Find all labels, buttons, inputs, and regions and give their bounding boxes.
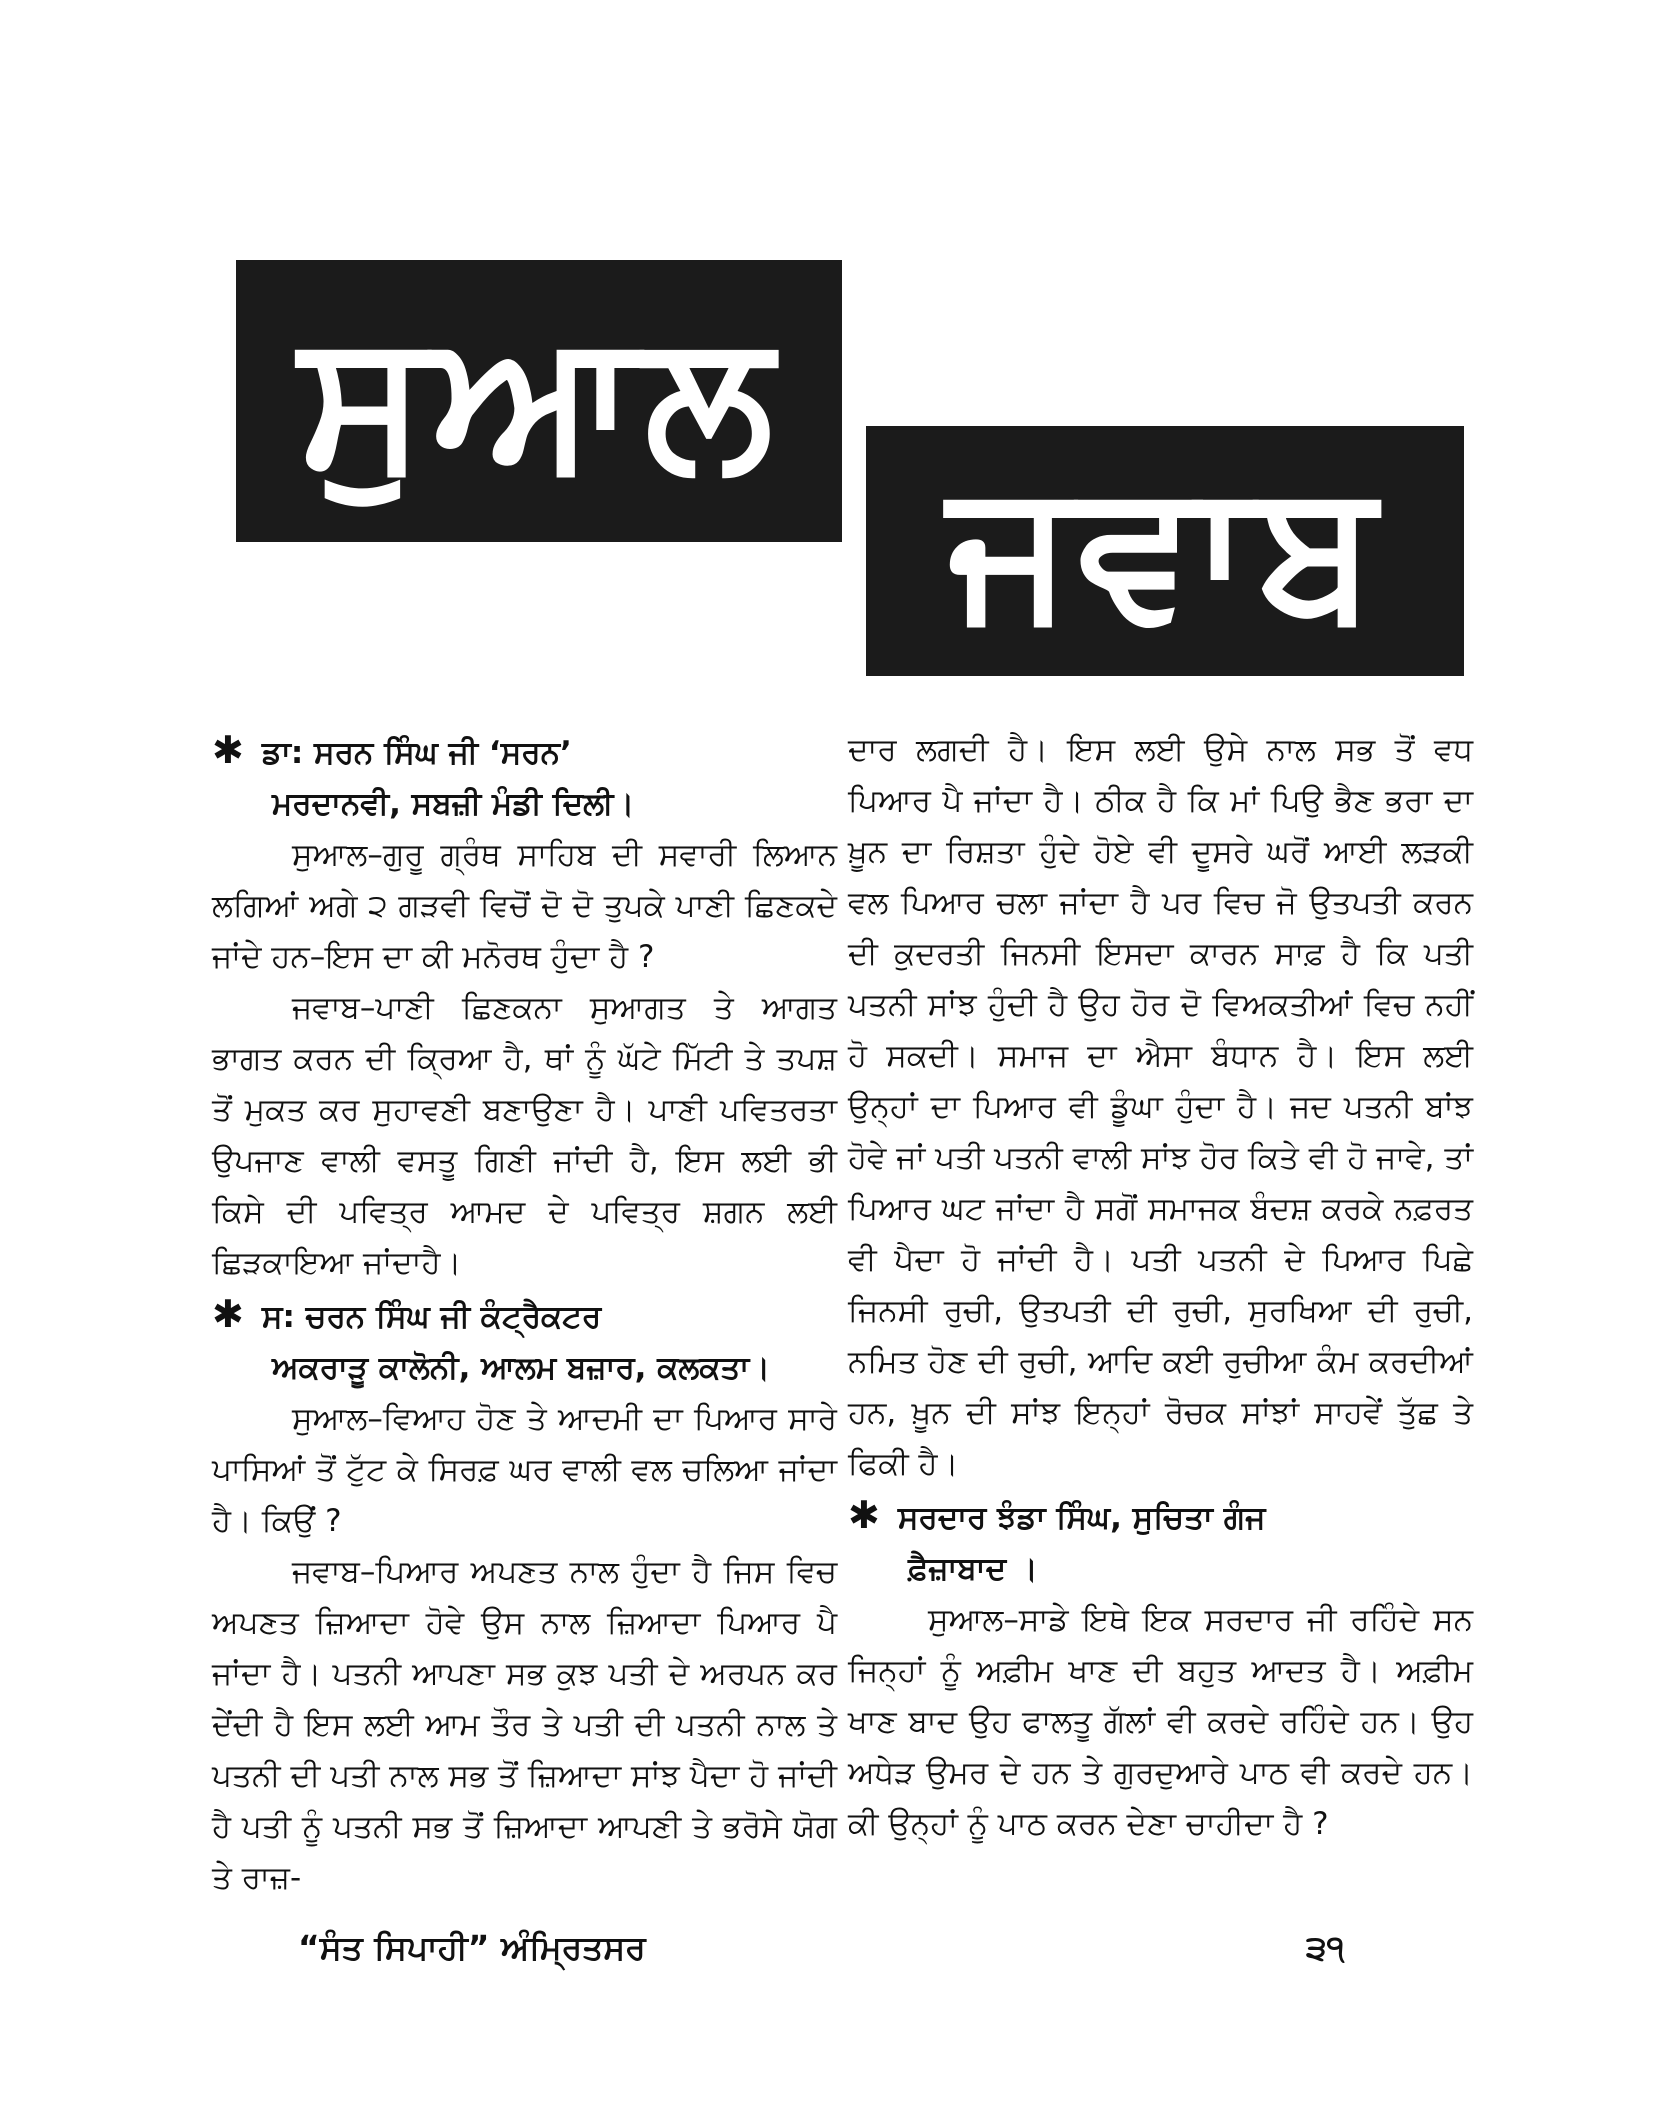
paragraph: ਸੁਆਲ–ਵਿਆਹ ਹੋਣ ਤੇ ਆਦਮੀ ਦਾ ਪਿਆਰ ਸਾਰੇ ਪਾਸਿਆਂ ਤੋਂ ਟੁੱਟ ਕੇ ਸਿਰਫ਼ ਘਰ ਵਾਲੀ ਵਲ ਚਲਿਆ ਜਾਂਦਾ ਹੈ। ਕਿਉਂ ? bbox=[212, 1401, 837, 1539]
sender-name bbox=[212, 725, 837, 779]
left-column bbox=[212, 725, 837, 1904]
sender-text: ਸਰਦਾਰ ਝੰਡਾ ਸਿੰਘ, ਸੁਚਿਤਾ ਗੰਜ bbox=[897, 1500, 1266, 1536]
asterisk-icon: ✱ bbox=[848, 1493, 880, 1537]
page-number: ੩੧ bbox=[1306, 1928, 1345, 1967]
sender-address: ਅਕਰਾੜੂ ਕਾਲੋਨੀ, ਆਲਮ ਬਜ਼ਾਰ, ਕਲਕਤਾ। bbox=[272, 1350, 771, 1386]
paragraph: ਸੁਆਲ–ਗੁਰੂ ਗ੍ਰੰਥ ਸਾਹਿਬ ਦੀ ਸਵਾਰੀ ਲਿਆਨ ਲਗਿਆਂ ਅਗੇ ੨ ਗੜਵੀ ਵਿਚੋਂ ਦੋ ਦੋ ਤੁਪਕੇ ਪਾਣੀ ਛਿਣਕਦੇ ਜਾਂਦੇ ਹਨ–ਇਸ ਦਾ ਕੀ ਮਨੋਰਥ ਹੁੰਦਾ ਹੈ ? bbox=[212, 837, 837, 975]
sender-text: ਡਾ: ਸਰਨ ਸਿੰਘ ਜੀ ‘ਸਰਨ’ bbox=[261, 735, 572, 771]
sender-address: ਫ਼ੈਜ਼ਾਬਾਦ । bbox=[908, 1551, 1038, 1587]
title-word-question: ਸੁਆਲ bbox=[236, 260, 842, 542]
title-word-answer: ਜਵਾਬ bbox=[866, 426, 1464, 676]
paragraph: ਜਵਾਬ–ਪਿਆਰ ਅਪਣਤ ਨਾਲ ਹੁੰਦਾ ਹੈ ਜਿਸ ਵਿਚ ਅਪਣਤ ਜ਼ਿਆਦਾ ਹੋਵੇ ਉਸ ਨਾਲ ਜ਼ਿਆਦਾ ਪਿਆਰ ਪੈ ਜਾਂਦਾ ਹੈ। ਪਤਨੀ ਆਪਣਾ ਸਭ ਕੁਝ ਪਤੀ ਦੇ ਅਰਪਨ ਕਰ ਦੇਂਦੀ ਹੈ ਇਸ ਲਈ ਆਮ ਤੌਰ ਤੇ ਪਤੀ ਦੀ ਪਤਨੀ ਨਾਲ ਤੇ ਪਤਨੀ ਦੀ ਪਤੀ ਨਾਲ ਸਭ ਤੋਂ ਜ਼ਿਆਦਾ ਸਾਂਝ ਪੈਦਾ ਹੋ ਜਾਂਦੀ ਹੈ ਪਤੀ ਨੂੰ ਪਤਨੀ ਸਭ ਤੋਂ ਜ਼ਿਆਦਾ ਆਪਣੀ ਤੇ ਭਰੋਸੇ ਯੋਗ ਤੇ ਰਾਜ਼- bbox=[212, 1554, 837, 1896]
paragraph: ਜਵਾਬ–ਪਾਣੀ ਛਿਣਕਨਾ ਸੁਆਗਤ ਤੇ ਆਗਤ ਭਾਗਤ ਕਰਨ ਦੀ ਕ੍ਰਿਆ ਹੈ, ਥਾਂ ਨੂੰ ਘੱਟੇ ਮਿੱਟੀ ਤੇ ਤਪਸ਼ ਤੋਂ ਮੁਕਤ ਕਰ ਸੁਹਾਵਣੀ ਬਣਾਉਣਾ ਹੈ। ਪਾਣੀ ਪਵਿਤਰਤਾ ਉਪਜਾਣ ਵਾਲੀ ਵਸਤੂ ਗਿਣੀ ਜਾਂਦੀ ਹੈ, ਇਸ ਲਈ ਭੀ ਕਿਸੇ ਦੀ ਪਵਿਤ੍ਰ ਆਮਦ ਦੇ ਪਵਿਤ੍ਰ ਸ਼ਗਨ ਲਈ ਛਿੜਕਾਇਆ ਜਾਂਦਾਹੈ। bbox=[212, 990, 837, 1281]
paragraph: ਸੁਆਲ–ਸਾਡੇ ਇਥੇ ਇਕ ਸਰਦਾਰ ਜੀ ਰਹਿੰਦੇ ਸਨ ਜਿਨ੍ਹਾਂ ਨੂੰ ਅਫ਼ੀਮ ਖਾਣ ਦੀ ਬਹੁਤ ਆਦਤ ਹੈ। ਅਫ਼ੀਮ ਖਾਣ ਬਾਦ ਉਹ ਫਾਲਤੂ ਗੱਲਾਂ ਵੀ ਕਰਦੇ ਰਹਿੰਦੇ ਹਨ। ਉਹ ਅਧੇੜ ਉਮਰ ਦੇ ਹਨ ਤੇ ਗੁਰਦੁਆਰੇ ਪਾਠ ਵੀ ਕਰਦੇ ਹਨ। ਕੀ ਉਨ੍ਹਾਂ ਨੂੰ ਪਾਠ ਕਰਨ ਦੇਣਾ ਚਾਹੀਦਾ ਹੈ ? bbox=[848, 1602, 1473, 1842]
sender-name bbox=[212, 1289, 837, 1343]
asterisk-icon: ✱ bbox=[212, 1292, 244, 1336]
sender-address: ਮਰਦਾਨਵੀ, ਸਬਜ਼ੀ ਮੰਡੀ ਦਿਲੀ। bbox=[272, 786, 635, 822]
sender-text: ਸ: ਚਰਨ ਸਿੰਘ ਜੀ ਕੰਟ੍ਰੈਕਟਰ bbox=[261, 1299, 602, 1335]
sender-name bbox=[848, 1490, 1473, 1544]
footer-source: “ਸੰਤ ਸਿਪਾਹੀ” ਅੰਮ੍ਰਿਤਸਰ bbox=[298, 1928, 646, 1967]
paragraph: ਦਾਰ ਲਗਦੀ ਹੈ। ਇਸ ਲਈ ਉਸੇ ਨਾਲ ਸਭ ਤੋਂ ਵਧ ਪਿਆਰ ਪੈ ਜਾਂਦਾ ਹੈ। ਠੀਕ ਹੈ ਕਿ ਮਾਂ ਪਿਉ ਭੈਣ ਭਰਾ ਦਾ ਖ਼ੂਨ ਦਾ ਰਿਸ਼ਤਾ ਹੁੰਦੇ ਹੋਏ ਵੀ ਦੂਸਰੇ ਘਰੋਂ ਆਈ ਲੜਕੀ ਵਲ ਪਿਆਰ ਚਲਾ ਜਾਂਦਾ ਹੈ ਪਰ ਵਿਚ ਜੋ ਉਤਪਤੀ ਕਰਨ ਦੀ ਕੁਦਰਤੀ ਜਿਨਸੀ ਇਸਦਾ ਕਾਰਨ ਸਾਫ਼ ਹੈ ਕਿ ਪਤੀ ਪਤਨੀ ਸਾਂਝ ਹੁੰਦੀ ਹੈ ਉਹ ਹੋਰ ਦੋ ਵਿਅਕਤੀਆਂ ਵਿਚ ਨਹੀਂ ਹੋ ਸਕਦੀ। ਸਮਾਜ ਦਾ ਐਸਾ ਬੰਧਾਨ ਹੈ। ਇਸ ਲਈ ਉਨ੍ਹਾਂ ਦਾ ਪਿਆਰ ਵੀ ਡੂੰਘਾ ਹੁੰਦਾ ਹੈ। ਜਦ ਪਤਨੀ ਬਾਂਝ ਹੋਵੇ ਜਾਂ ਪਤੀ ਪਤਨੀ ਵਾਲੀ ਸਾਂਝ ਹੋਰ ਕਿਤੇ ਵੀ ਹੋ ਜਾਵੇ, ਤਾਂ ਪਿਆਰ ਘਟ ਜਾਂਦਾ ਹੈ ਸਗੋਂ ਸਮਾਜਕ ਬੰਦਸ਼ ਕਰਕੇ ਨਫ਼ਰਤ ਵੀ ਪੈਦਾ ਹੋ ਜਾਂਦੀ ਹੈ। ਪਤੀ ਪਤਨੀ ਦੇ ਪਿਆਰ ਪਿਛੇ ਜਿਨਸੀ ਰੁਚੀ, ਉਤਪਤੀ ਦੀ ਰੁਚੀ, ਸੁਰਖਿਆ ਦੀ ਰੁਚੀ, ਨਮਿਤ ਹੋਣ ਦੀ ਰੁਚੀ, ਆਦਿ ਕਈ ਰੁਚੀਆ ਕੰਮ ਕਰਦੀਆਂ ਹਨ, ਖ਼ੂਨ ਦੀ ਸਾਂਝ ਇਨ੍ਹਾਂ ਰੋਚਕ ਸਾਂਝਾਂ ਸਾਹਵੇਂ ਤੁੱਛ ਤੇ ਫਿਕੀ ਹੈ। bbox=[848, 732, 1474, 1482]
right-column bbox=[848, 725, 1473, 1850]
asterisk-icon: ✱ bbox=[212, 728, 244, 772]
